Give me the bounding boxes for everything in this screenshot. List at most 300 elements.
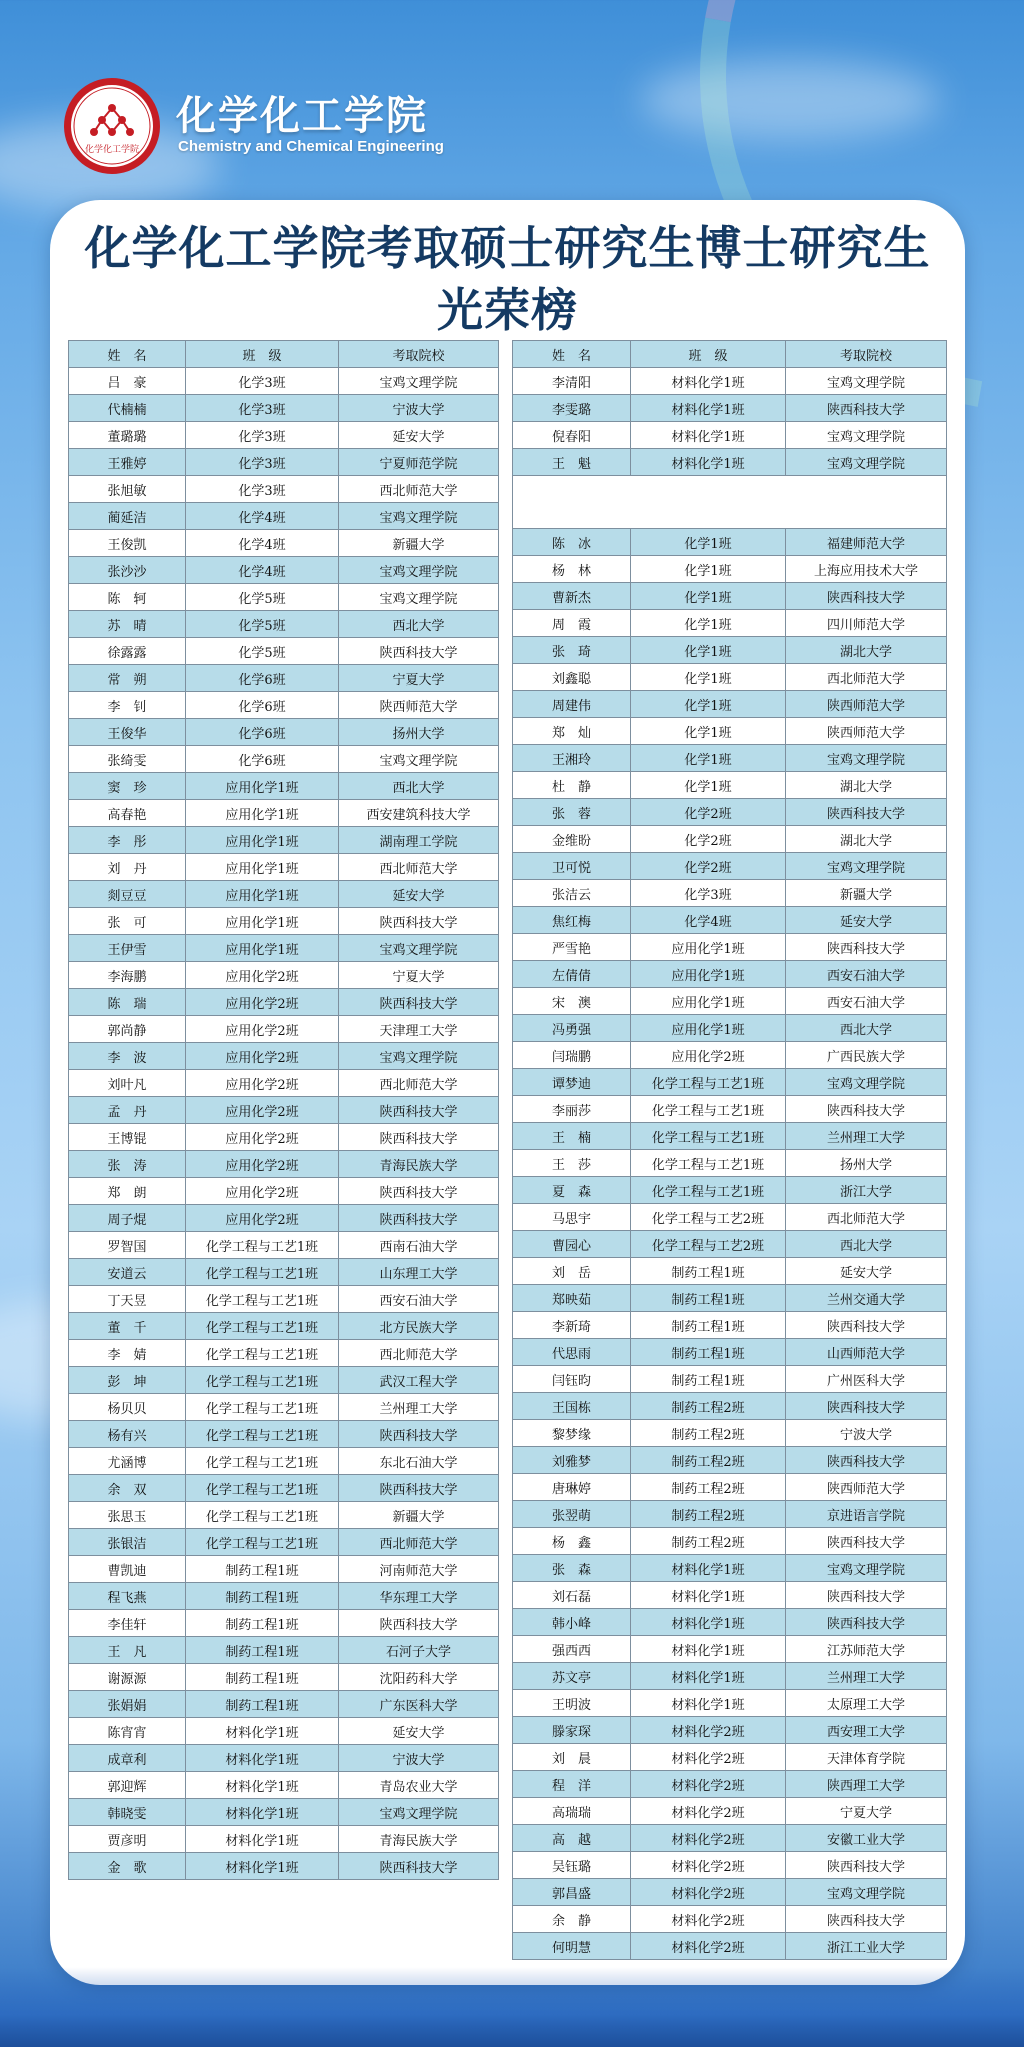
class-name: 制药工程2班: [631, 1528, 786, 1555]
admitted-school: 宝鸡文理学院: [786, 853, 947, 880]
class-name: 化学工程与工艺1班: [631, 1123, 786, 1150]
student-name: 王 魁: [513, 449, 631, 476]
admitted-school: 山东理工大学: [339, 1259, 499, 1286]
class-name: 化学3班: [631, 880, 786, 907]
table-row: [513, 1420, 947, 1447]
student-name: 董 千: [69, 1313, 186, 1340]
admitted-school: 上海应用技术大学: [786, 556, 947, 583]
admitted-school: 宝鸡文理学院: [786, 449, 947, 476]
student-name: 高春艳: [69, 800, 186, 827]
admitted-school: 新疆大学: [339, 530, 499, 557]
table-header-row: [69, 341, 499, 368]
admitted-school: 陕西科技大学: [786, 1852, 947, 1879]
student-name: 曹园心: [513, 1231, 631, 1258]
student-name: 刘鑫聪: [513, 664, 631, 691]
class-name: 化学3班: [186, 422, 339, 449]
student-name: 余 双: [69, 1475, 186, 1502]
table-row: [69, 422, 499, 449]
admitted-school: 西北师范大学: [339, 854, 499, 881]
student-name: 张 森: [513, 1555, 631, 1582]
admitted-school: 兰州理工大学: [339, 1394, 499, 1421]
student-name: 曹新杰: [513, 583, 631, 610]
student-name: 陈 轲: [69, 584, 186, 611]
admitted-school: 武汉工程大学: [339, 1367, 499, 1394]
student-name: 杨贝贝: [69, 1394, 186, 1421]
class-name: 应用化学1班: [186, 773, 339, 800]
student-name: 丁天昱: [69, 1286, 186, 1313]
table-row: [69, 1016, 499, 1043]
class-name: 化学工程与工艺2班: [631, 1231, 786, 1258]
left-honor-table: [68, 340, 499, 1880]
table-row: [69, 746, 499, 773]
student-name: 周子焜: [69, 1205, 186, 1232]
admitted-school: 陕西科技大学: [339, 1853, 499, 1880]
admitted-school: 宝鸡文理学院: [339, 557, 499, 584]
class-name: 化学工程与工艺2班: [631, 1204, 786, 1231]
table-row: [513, 1771, 947, 1798]
class-name: 化学4班: [631, 907, 786, 934]
admitted-school: 四川师范大学: [786, 610, 947, 637]
table-row: [513, 1393, 947, 1420]
class-name: 化学4班: [186, 557, 339, 584]
table-row: [69, 1664, 499, 1691]
admitted-school: 宝鸡文理学院: [786, 1069, 947, 1096]
page-title: 化学化工学院考取硕士研究生博士研究生: [84, 221, 931, 275]
admitted-school: 陕西科技大学: [786, 1906, 947, 1933]
student-name: 刘石磊: [513, 1582, 631, 1609]
student-name: 李 婧: [69, 1340, 186, 1367]
table-row: [513, 1042, 947, 1069]
table-row: [513, 637, 947, 664]
class-name: 制药工程1班: [186, 1664, 339, 1691]
school-logo: [64, 78, 160, 174]
admitted-school: 太原理工大学: [786, 1690, 947, 1717]
admitted-school: 陕西科技大学: [339, 908, 499, 935]
admitted-school: 陕西科技大学: [786, 1609, 947, 1636]
student-name: 王俊华: [69, 719, 186, 746]
table-row: [513, 907, 947, 934]
student-name: 倪春阳: [513, 422, 631, 449]
school-header: 考取院校: [786, 341, 947, 368]
student-name: 吴钰璐: [513, 1852, 631, 1879]
class-name: 材料化学1班: [186, 1853, 339, 1880]
class-name: 化学1班: [631, 610, 786, 637]
student-name: 贾彦明: [69, 1826, 186, 1853]
student-name: 王 凡: [69, 1637, 186, 1664]
class-name: 制药工程2班: [631, 1447, 786, 1474]
class-name: 化学1班: [631, 664, 786, 691]
class-name: 材料化学1班: [631, 1582, 786, 1609]
class-name: 制药工程2班: [631, 1393, 786, 1420]
admitted-school: 广东医科大学: [339, 1691, 499, 1718]
table-row: [69, 1232, 499, 1259]
class-name: 制药工程1班: [631, 1366, 786, 1393]
table-row: [513, 691, 947, 718]
class-name: 材料化学1班: [631, 1555, 786, 1582]
table-row: [513, 1447, 947, 1474]
class-name: 化学3班: [186, 395, 339, 422]
student-name: 程飞燕: [69, 1583, 186, 1610]
class-name: 材料化学1班: [186, 1718, 339, 1745]
class-name: 材料化学2班: [631, 1852, 786, 1879]
table-row: [513, 1069, 947, 1096]
table-row: [69, 1529, 499, 1556]
admitted-school: 陕西科技大学: [786, 1582, 947, 1609]
table-row: [513, 368, 947, 395]
admitted-school: 宁夏大学: [339, 665, 499, 692]
admitted-school: 延安大学: [786, 1258, 947, 1285]
table-row: [69, 1799, 499, 1826]
class-name: 材料化学1班: [631, 395, 786, 422]
student-name: 韩小峰: [513, 1609, 631, 1636]
student-name: 金维盼: [513, 826, 631, 853]
table-row: [69, 1205, 499, 1232]
admitted-school: 西北师范大学: [339, 1340, 499, 1367]
table-row: [69, 773, 499, 800]
table-row: [513, 1879, 947, 1906]
student-name: 罗智国: [69, 1232, 186, 1259]
student-name: 杜 静: [513, 772, 631, 799]
table-row: [513, 880, 947, 907]
table-row: [513, 1339, 947, 1366]
student-name: 彭 坤: [69, 1367, 186, 1394]
table-row: [513, 745, 947, 772]
table-row: [69, 611, 499, 638]
school-name-cn: 化学化工学院: [176, 92, 428, 139]
school-header: 考取院校: [339, 341, 499, 368]
student-name: 张洁云: [513, 880, 631, 907]
class-name: 制药工程2班: [631, 1474, 786, 1501]
student-name: 代楠楠: [69, 395, 186, 422]
table-row: [513, 1717, 947, 1744]
class-name: 材料化学1班: [631, 422, 786, 449]
admitted-school: 宝鸡文理学院: [339, 584, 499, 611]
admitted-school: 扬州大学: [339, 719, 499, 746]
class-name: 化学4班: [186, 530, 339, 557]
class-name: 材料化学1班: [631, 1690, 786, 1717]
student-name: 董璐璐: [69, 422, 186, 449]
admitted-school: 福建师范大学: [786, 529, 947, 556]
admitted-school: 陕西科技大学: [786, 934, 947, 961]
class-name: 化学工程与工艺1班: [186, 1502, 339, 1529]
student-name: 窦 珍: [69, 773, 186, 800]
class-name: 化学1班: [631, 718, 786, 745]
table-row: [69, 476, 499, 503]
admitted-school: 西北师范大学: [786, 1204, 947, 1231]
student-name: 高瑞瑞: [513, 1798, 631, 1825]
table-row: [69, 881, 499, 908]
class-name: 材料化学2班: [631, 1879, 786, 1906]
table-row: [513, 826, 947, 853]
student-name: 郭迎辉: [69, 1772, 186, 1799]
table-row: [69, 503, 499, 530]
admitted-school: 宁夏师范学院: [339, 449, 499, 476]
student-name: 杨 鑫: [513, 1528, 631, 1555]
admitted-school: 陕西科技大学: [339, 1421, 499, 1448]
class-name: 应用化学2班: [186, 1205, 339, 1232]
table-row: [69, 1853, 499, 1880]
admitted-school: 陕西师范大学: [786, 718, 947, 745]
class-name: 化学6班: [186, 692, 339, 719]
admitted-school: 陕西科技大学: [786, 583, 947, 610]
admitted-school: 扬州大学: [786, 1150, 947, 1177]
table-row: [69, 1313, 499, 1340]
class-name: 化学3班: [186, 476, 339, 503]
admitted-school: 兰州交通大学: [786, 1285, 947, 1312]
admitted-school: 宝鸡文理学院: [786, 422, 947, 449]
class-name: 化学工程与工艺1班: [186, 1448, 339, 1475]
table-row: [513, 1528, 947, 1555]
student-name: 李佳轩: [69, 1610, 186, 1637]
class-name: 制药工程1班: [186, 1691, 339, 1718]
table-row: [69, 1772, 499, 1799]
table-row: [513, 422, 947, 449]
table-row: [513, 1123, 947, 1150]
class-name: 材料化学1班: [186, 1826, 339, 1853]
table-row: [513, 395, 947, 422]
admitted-school: 西北师范大学: [339, 1070, 499, 1097]
admitted-school: 湖北大学: [786, 637, 947, 664]
class-name: 化学1班: [631, 583, 786, 610]
table-row: [513, 799, 947, 826]
admitted-school: 湖北大学: [786, 826, 947, 853]
admitted-school: 陕西科技大学: [786, 395, 947, 422]
student-name: 杨 林: [513, 556, 631, 583]
admitted-school: 北方民族大学: [339, 1313, 499, 1340]
class-name: 化学2班: [631, 853, 786, 880]
class-name: 化学2班: [631, 799, 786, 826]
student-name: 张旭敏: [69, 476, 186, 503]
student-name: 张翌萌: [513, 1501, 631, 1528]
table-row: [69, 719, 499, 746]
student-name: 张 琦: [513, 637, 631, 664]
molecule-icon: [72, 86, 152, 166]
admitted-school: 京进语言学院: [786, 1501, 947, 1528]
table-row: [513, 449, 947, 476]
student-name: 王明波: [513, 1690, 631, 1717]
student-name: 张 可: [69, 908, 186, 935]
class-name: 材料化学1班: [631, 1636, 786, 1663]
table-row: [69, 449, 499, 476]
class-name: 应用化学2班: [186, 1151, 339, 1178]
class-name: 化学工程与工艺1班: [186, 1232, 339, 1259]
student-name: 李新琦: [513, 1312, 631, 1339]
student-name: 王 莎: [513, 1150, 631, 1177]
table-row: [69, 530, 499, 557]
student-name: 陈 冰: [513, 529, 631, 556]
table-row: [69, 935, 499, 962]
table-row: [69, 1718, 499, 1745]
table-row: [69, 1502, 499, 1529]
class-name: 制药工程1班: [631, 1312, 786, 1339]
class-name: 应用化学1班: [631, 988, 786, 1015]
admitted-school: 宝鸡文理学院: [339, 503, 499, 530]
student-name: 吕 豪: [69, 368, 186, 395]
class-name: 应用化学2班: [631, 1042, 786, 1069]
table-row: [513, 1312, 947, 1339]
table-row: [513, 1555, 947, 1582]
class-name: 应用化学1班: [186, 827, 339, 854]
student-name: 金 歌: [69, 1853, 186, 1880]
table-row: [69, 1259, 499, 1286]
table-row: [69, 962, 499, 989]
table-row: [513, 1798, 947, 1825]
table-gap: [513, 476, 947, 529]
student-name: 韩晓雯: [69, 1799, 186, 1826]
table-row: [69, 557, 499, 584]
admitted-school: 西北师范大学: [786, 664, 947, 691]
class-name: 材料化学1班: [631, 1663, 786, 1690]
class-name: 制药工程1班: [186, 1556, 339, 1583]
class-name: 化学3班: [186, 368, 339, 395]
table-row: [69, 1043, 499, 1070]
student-name: 刘 晨: [513, 1744, 631, 1771]
admitted-school: 西北大学: [786, 1231, 947, 1258]
admitted-school: 湖北大学: [786, 772, 947, 799]
admitted-school: 山西师范大学: [786, 1339, 947, 1366]
admitted-school: 陕西科技大学: [339, 1097, 499, 1124]
admitted-school: 延安大学: [339, 1718, 499, 1745]
class-name: 化学工程与工艺1班: [631, 1150, 786, 1177]
student-name: 安道云: [69, 1259, 186, 1286]
table-row: [69, 1448, 499, 1475]
admitted-school: 延安大学: [786, 907, 947, 934]
class-name: 应用化学2班: [186, 1178, 339, 1205]
class-name: 材料化学2班: [631, 1825, 786, 1852]
admitted-school: 陕西科技大学: [339, 1475, 499, 1502]
table-row: [69, 584, 499, 611]
class-name: 化学5班: [186, 638, 339, 665]
admitted-school: 陕西师范大学: [786, 691, 947, 718]
class-name: 化学工程与工艺1班: [631, 1096, 786, 1123]
table-row: [513, 1258, 947, 1285]
admitted-school: 宝鸡文理学院: [339, 746, 499, 773]
admitted-school: 陕西科技大学: [339, 989, 499, 1016]
table-row: [69, 854, 499, 881]
class-header: 班 级: [631, 341, 786, 368]
class-name: 应用化学1班: [631, 1015, 786, 1042]
student-name: 李丽莎: [513, 1096, 631, 1123]
admitted-school: 宝鸡文理学院: [786, 368, 947, 395]
admitted-school: 青海民族大学: [339, 1151, 499, 1178]
table-row: [69, 1394, 499, 1421]
admitted-school: 宝鸡文理学院: [339, 368, 499, 395]
admitted-school: 西北师范大学: [339, 1529, 499, 1556]
table-row: [69, 908, 499, 935]
class-name: 制药工程1班: [186, 1583, 339, 1610]
table-row: [69, 989, 499, 1016]
table-row: [69, 827, 499, 854]
name-header: 姓 名: [69, 341, 186, 368]
class-name: 材料化学1班: [631, 449, 786, 476]
table-row: [513, 1285, 947, 1312]
class-name: 应用化学2班: [186, 1043, 339, 1070]
class-name: 化学6班: [186, 719, 339, 746]
class-name: 材料化学2班: [631, 1933, 786, 1960]
student-name: 苏 晴: [69, 611, 186, 638]
student-name: 王 楠: [513, 1123, 631, 1150]
admitted-school: 新疆大学: [339, 1502, 499, 1529]
table-row: [513, 1177, 947, 1204]
class-name: 化学1班: [631, 745, 786, 772]
table-row: [513, 1852, 947, 1879]
bottom-wave-decoration: [0, 1967, 1024, 2047]
admitted-school: 华东理工大学: [339, 1583, 499, 1610]
table-row: [69, 395, 499, 422]
student-name: 刘 丹: [69, 854, 186, 881]
admitted-school: 延安大学: [339, 422, 499, 449]
class-name: 化学工程与工艺1班: [186, 1340, 339, 1367]
class-name: 材料化学1班: [631, 368, 786, 395]
class-name: 化学5班: [186, 584, 339, 611]
class-name: 制药工程2班: [631, 1501, 786, 1528]
class-name: 化学6班: [186, 746, 339, 773]
student-name: 强西西: [513, 1636, 631, 1663]
student-name: 李海鹏: [69, 962, 186, 989]
class-name: 化学1班: [631, 556, 786, 583]
name-header: 姓 名: [513, 341, 631, 368]
table-row: [69, 1475, 499, 1502]
class-name: 应用化学1班: [186, 935, 339, 962]
admitted-school: 广州医科大学: [786, 1366, 947, 1393]
student-name: 刘雅梦: [513, 1447, 631, 1474]
student-name: 代思雨: [513, 1339, 631, 1366]
class-name: 应用化学1班: [186, 881, 339, 908]
admitted-school: 延安大学: [339, 881, 499, 908]
student-name: 唐琳婷: [513, 1474, 631, 1501]
class-name: 化学1班: [631, 691, 786, 718]
class-name: 化学工程与工艺1班: [631, 1177, 786, 1204]
admitted-school: 陕西科技大学: [339, 638, 499, 665]
class-name: 应用化学2班: [186, 1016, 339, 1043]
student-name: 剡豆豆: [69, 881, 186, 908]
table-row: [513, 529, 947, 556]
table-row: [513, 610, 947, 637]
table-row: [513, 1474, 947, 1501]
table-row: [69, 665, 499, 692]
table-row: [513, 988, 947, 1015]
class-name: 化学工程与工艺1班: [186, 1259, 339, 1286]
admitted-school: 新疆大学: [786, 880, 947, 907]
student-name: 陈宵宵: [69, 1718, 186, 1745]
admitted-school: 西北师范大学: [339, 476, 499, 503]
student-name: 王雅婷: [69, 449, 186, 476]
admitted-school: 陕西师范大学: [786, 1474, 947, 1501]
table-row: [69, 1556, 499, 1583]
class-name: 材料化学1班: [186, 1772, 339, 1799]
class-name: 制药工程1班: [631, 1339, 786, 1366]
student-name: 王俊凯: [69, 530, 186, 557]
student-name: 闫瑞鹏: [513, 1042, 631, 1069]
table-row: [513, 1825, 947, 1852]
student-name: 张沙沙: [69, 557, 186, 584]
admitted-school: 陕西科技大学: [786, 1312, 947, 1339]
table-row: [513, 853, 947, 880]
student-name: 余 静: [513, 1906, 631, 1933]
table-row: [69, 638, 499, 665]
class-name: 应用化学2班: [186, 989, 339, 1016]
table-row: [513, 1933, 947, 1960]
admitted-school: 陕西科技大学: [786, 1096, 947, 1123]
student-name: 程 洋: [513, 1771, 631, 1798]
class-name: 材料化学2班: [631, 1744, 786, 1771]
table-row: [513, 1906, 947, 1933]
student-name: 周建伟: [513, 691, 631, 718]
table-row: [69, 692, 499, 719]
table-row: [513, 961, 947, 988]
table-row: [69, 1421, 499, 1448]
class-name: 材料化学2班: [631, 1798, 786, 1825]
